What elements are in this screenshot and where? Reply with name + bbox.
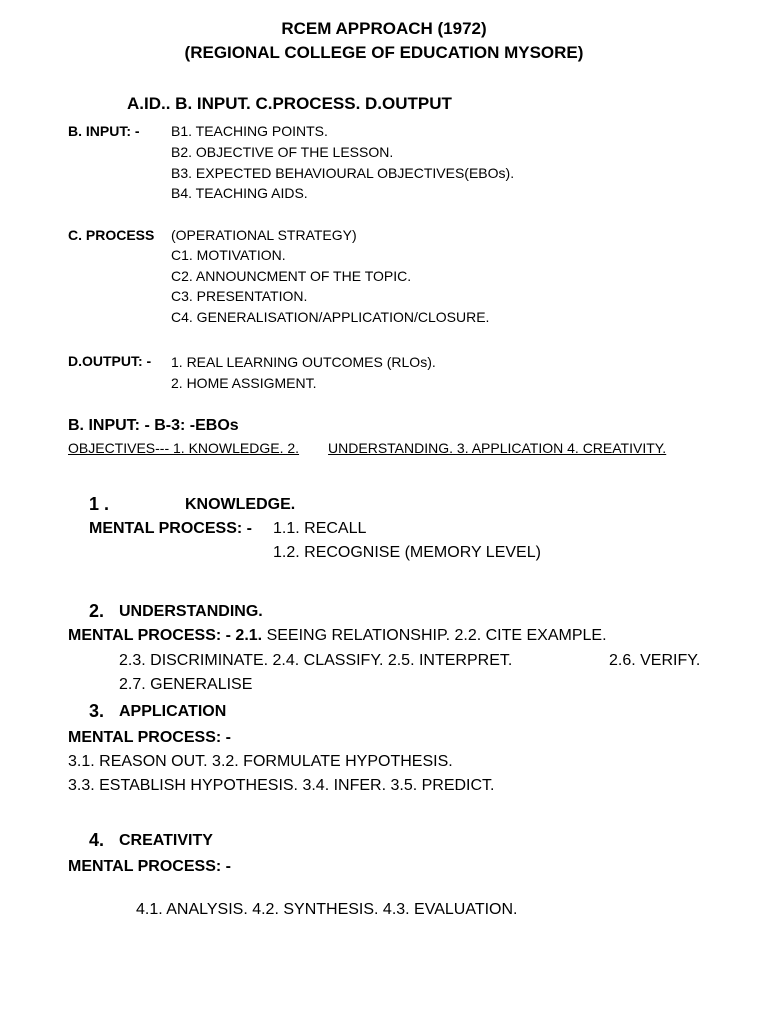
understanding-line-1 [68,628,607,644]
ebos-heading: B. INPUT: - B-3: -EBOs [68,417,239,434]
knowledge-item: 1.2. RECOGNISE (MEMORY LEVEL) [273,544,541,561]
output-item: 2. HOME ASSIGMENT. [171,375,317,391]
process-item: C2. ANNOUNCMENT OF THE TOPIC. [171,268,412,284]
understanding-line-1-text: SEEING RELATIONSHIP. 2.2. CITE EXAMPLE. [266,627,607,644]
objectives-line [68,441,666,455]
abcd-heading: A.ID.. B. INPUT. C.PROCESS. D.OUTPUT [127,94,452,113]
understanding-line-2-end: 2.6. VERIFY. [609,652,701,669]
process-item: C3. PRESENTATION. [171,288,308,304]
knowledge-item: 1.1. RECALL [273,520,367,537]
objectives-suffix: UNDERSTANDING. 3. APPLICATION 4. CREATIVITY. [328,440,667,456]
creativity-number: 4. [89,830,105,850]
document-title-line-1: RCEM APPROACH (1972) [281,19,487,38]
creativity-line-1: 4.1. ANALYSIS. 4.2. SYNTHESIS. 4.3. EVALUATION. [136,901,518,918]
understanding-mental-process-label: MENTAL PROCESS: - 2.1. [68,627,263,644]
process-label: C. PROCESS [68,227,155,243]
application-mental-process-label: MENTAL PROCESS: - [68,729,231,746]
understanding-line-2: 2.3. DISCRIMINATE. 2.4. CLASSIFY. 2.5. INTERPRET. [119,652,513,669]
input-item: B4. TEACHING AIDS. [171,185,308,201]
understanding-title: UNDERSTANDING. [119,603,263,620]
output-item: 1. REAL LEARNING OUTCOMES (RLOs). [171,354,436,370]
knowledge-mental-process-label: MENTAL PROCESS: - [89,520,252,537]
process-subtitle: (OPERATIONAL STRATEGY) [171,227,357,243]
creativity-mental-process-label: MENTAL PROCESS: - [68,858,231,875]
application-number: 3. [89,701,105,721]
knowledge-title: KNOWLEDGE. [185,496,296,513]
application-line-1: 3.1. REASON OUT. 3.2. FORMULATE HYPOTHESIS. [68,753,453,770]
output-label: D.OUTPUT: - [68,353,152,369]
understanding-number: 2. [89,601,105,621]
application-line-2: 3.3. ESTABLISH HYPOTHESIS. 3.4. INFER. 3.5. PREDICT. [68,777,495,794]
input-item: B1. TEACHING POINTS. [171,123,328,139]
input-item: B2. OBJECTIVE OF THE LESSON. [171,144,394,160]
input-label: B. INPUT: - [68,123,140,139]
process-item: C4. GENERALISATION/APPLICATION/CLOSURE. [171,309,490,325]
knowledge-number: 1 . [89,494,110,514]
understanding-line-3: 2.7. GENERALISE [119,676,253,693]
document-title-line-2: (REGIONAL COLLEGE OF EDUCATION MYSORE) [184,43,584,62]
input-item: B3. EXPECTED BEHAVIOURAL OBJECTIVES(EBOs). [171,165,515,181]
application-title: APPLICATION [119,703,227,720]
process-item: C1. MOTIVATION. [171,247,286,263]
objectives-prefix: OBJECTIVES--- 1. KNOWLEDGE. 2. [68,440,300,456]
creativity-title: CREATIVITY [119,832,213,849]
